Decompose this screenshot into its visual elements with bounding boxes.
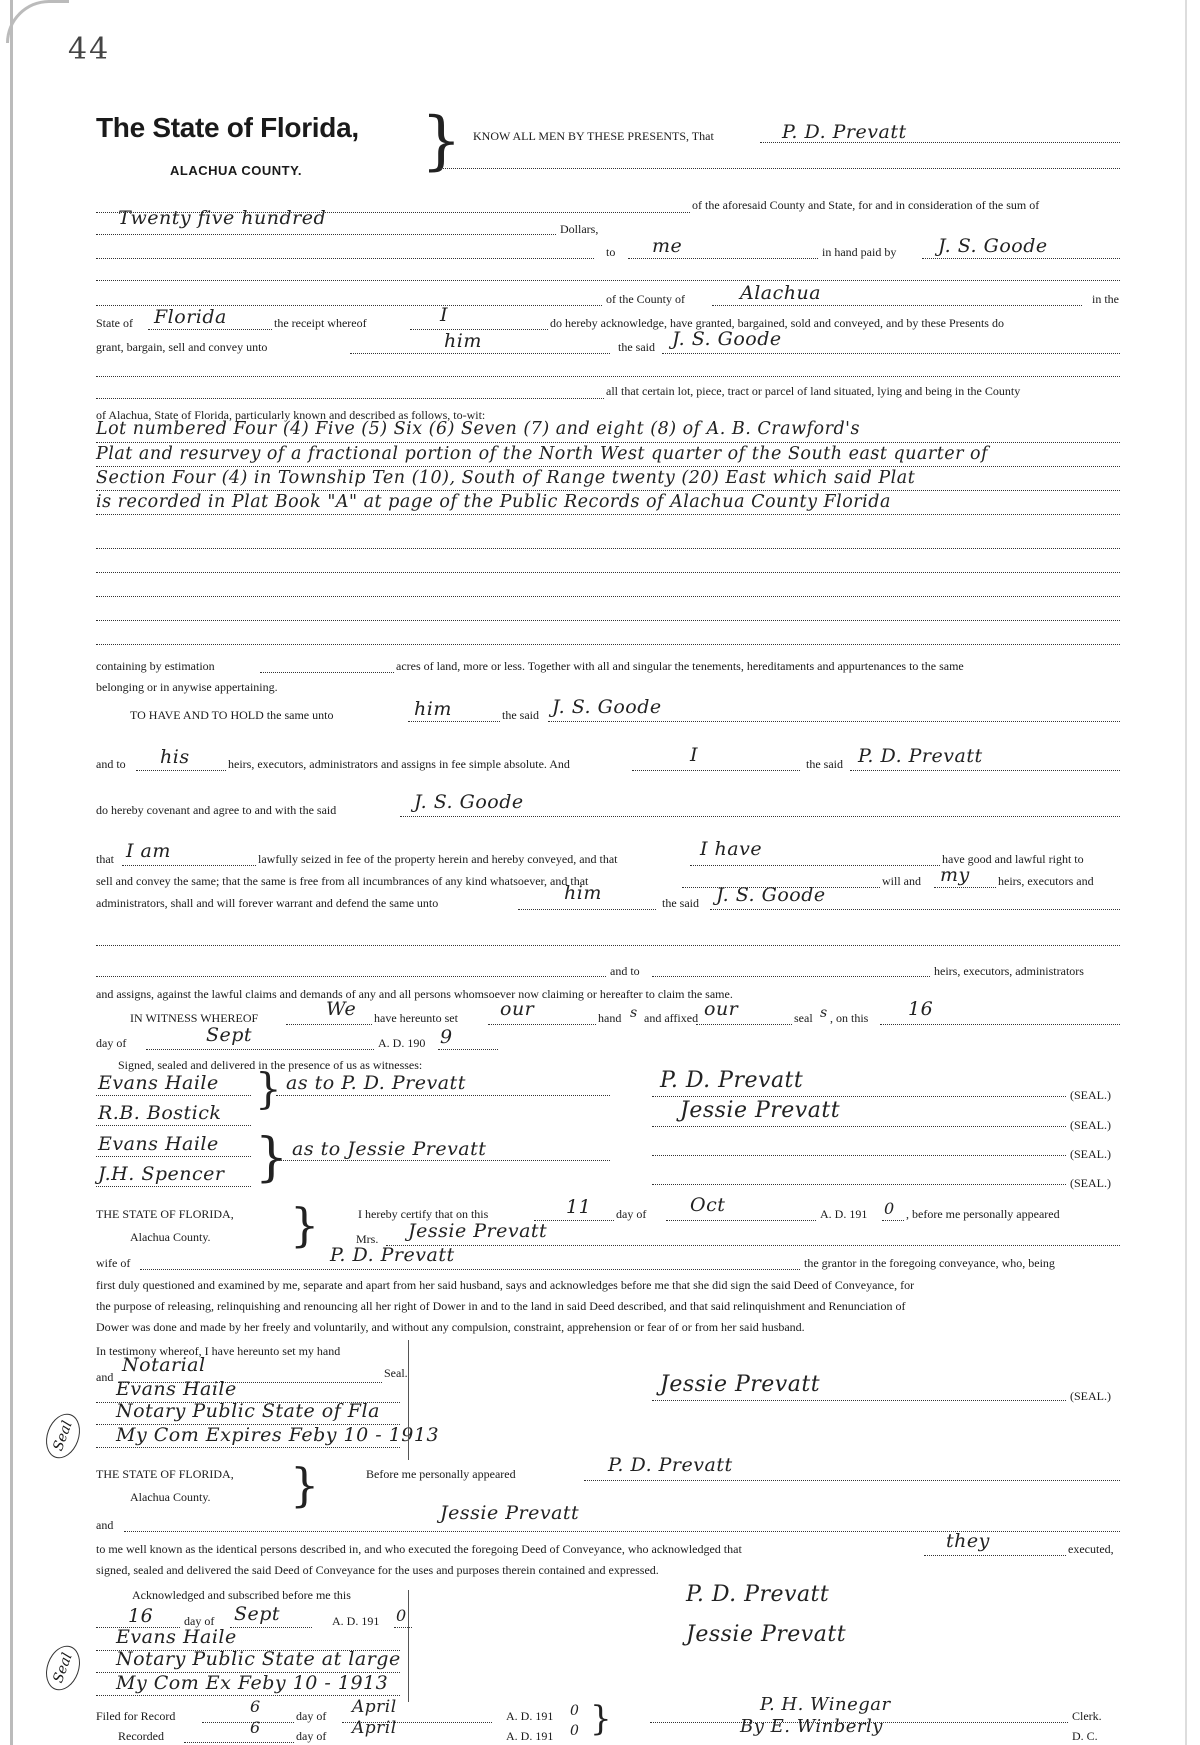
- rule: [652, 1184, 1066, 1185]
- body-text: , on this: [830, 1011, 869, 1025]
- notary-line-handwritten: Evans Haile: [116, 1626, 237, 1648]
- filing-label: Recorded: [118, 1729, 164, 1743]
- notary-line-handwritten: My Com Ex Feby 10 - 1913: [116, 1672, 389, 1694]
- rule: [202, 1722, 294, 1723]
- body-text: and to: [96, 757, 126, 771]
- body-text: the said: [618, 340, 655, 354]
- rule: [96, 620, 1120, 621]
- rule: [880, 1024, 1120, 1025]
- legal-description-line: Plat and resurvey of a fractional portion of the North West quarter of the South east quarter of: [96, 444, 989, 464]
- ack-state-heading: THE STATE OF FLORIDA,: [96, 1207, 234, 1221]
- ack2-month-handwritten: Sept: [234, 1603, 281, 1625]
- and-to-handwritten: his: [160, 746, 190, 768]
- body-text: and assigns, against the lawful claims and demands of any and all persons whomsoever now claiming or hereafter to claim the same.: [96, 987, 733, 1001]
- rule: [96, 1095, 251, 1096]
- ack-county-heading: Alachua County.: [130, 1230, 211, 1244]
- seal-label: (SEAL.): [1070, 1389, 1111, 1403]
- body-text: heirs, executors, administrators and assigns in fee simple absolute. And: [228, 757, 570, 771]
- body-text: wife of: [96, 1256, 131, 1270]
- ack-state-heading: THE STATE OF FLORIDA,: [96, 1467, 234, 1481]
- page-right-edge: [1185, 0, 1187, 1745]
- witness-signature: J.H. Spencer: [98, 1163, 225, 1185]
- rule: [148, 329, 272, 330]
- page-corner-curve: [6, 0, 69, 43]
- body-text: Acknowledged and subscribed before me this: [132, 1588, 351, 1602]
- rule: [96, 945, 1120, 946]
- body-text: the said: [502, 708, 539, 722]
- body-text: , before me personally appeared: [906, 1207, 1060, 1221]
- body-text: signed, sealed and delivered the said Deed of Conveyance for the uses and purposes therein contained and expressed.: [96, 1563, 659, 1577]
- administrators-said-handwritten: J. S. Goode: [716, 884, 826, 906]
- body-text: A. D. 191: [506, 1729, 554, 1743]
- body-text: all that certain lot, piece, tract or parcel of land situated, lying and being in the County: [606, 384, 1021, 398]
- rule: [394, 1627, 412, 1628]
- body-text: Mrs.: [356, 1232, 379, 1246]
- ack2-year-handwritten: 0: [396, 1606, 407, 1625]
- body-text: Signed, sealed and delivered in the presence of us as witnesses:: [118, 1058, 423, 1072]
- rule: [666, 1220, 816, 1221]
- rule: [652, 1126, 1066, 1127]
- rule: [96, 1125, 251, 1126]
- grantor-handwritten: P. D. Prevatt: [782, 121, 907, 143]
- will-and-handwritten: my: [940, 864, 970, 886]
- to-have-said-handwritten: J. S. Goode: [552, 696, 662, 718]
- rule: [652, 976, 930, 977]
- body-text: the grantor in the foregoing conveyance, who, being: [804, 1256, 1055, 1270]
- rule: [662, 353, 1120, 354]
- body-text: day of: [296, 1709, 327, 1723]
- body-text: and affixed: [644, 1011, 699, 1025]
- rule: [140, 1269, 800, 1270]
- body-text: will and: [882, 874, 921, 888]
- rule: [276, 1095, 610, 1096]
- rule: [350, 353, 610, 354]
- body-text: first duly questioned and examined by me, separate and apart from her said husband, says and acknowledges before me that she did sign the said Deed of Conveyance, for: [96, 1278, 915, 1292]
- notary-block-border: [408, 1340, 409, 1460]
- body-text: heirs, executors and: [998, 874, 1094, 888]
- rule: [96, 644, 1120, 645]
- rule: [760, 142, 1120, 143]
- body-text: day of: [96, 1036, 127, 1050]
- body-text: A. D. 190: [378, 1036, 426, 1050]
- body-text: administrators, shall and will forever warrant and defend the same unto: [96, 896, 439, 910]
- body-text: have hereunto set: [374, 1011, 458, 1025]
- rule: [276, 1160, 610, 1161]
- plural-handwritten: s: [630, 1005, 638, 1021]
- body-text: the said: [806, 757, 843, 771]
- grantee-name-handwritten: J. S. Goode: [672, 328, 782, 350]
- body-text: and: [96, 1518, 114, 1532]
- rule: [96, 1447, 400, 1448]
- deputy-clerk-label: D. C.: [1072, 1729, 1098, 1743]
- rule: [96, 1424, 400, 1425]
- witness-signature: Evans Haile: [98, 1072, 219, 1094]
- rule: [652, 1155, 1066, 1156]
- witness-month-handwritten: Sept: [206, 1024, 253, 1046]
- rule: [122, 865, 256, 866]
- rule: [584, 1480, 1120, 1481]
- body-text: of Alachua, State of Florida, particularly known and described as follows, to-wit:: [96, 408, 486, 422]
- witness-brace: }: [255, 1128, 289, 1188]
- rule: [438, 1049, 498, 1050]
- notary-seal-stamp: Seal: [40, 1641, 86, 1695]
- rule: [850, 770, 1120, 771]
- clerk-signature: P. H. Winegar: [760, 1694, 891, 1715]
- and-handwritten: I: [690, 744, 699, 766]
- body-text: the said: [662, 896, 699, 910]
- ack-day-handwritten: 11: [566, 1196, 592, 1218]
- body-text: day of: [184, 1614, 215, 1628]
- legal-description-line: Lot numbered Four (4) Five (5) Six (6) Seven (7) and eight (8) of A. B. Crawford's: [96, 419, 860, 439]
- rule: [882, 1220, 904, 1221]
- seal-label: (SEAL.): [1070, 1118, 1111, 1132]
- witness-brace: }: [255, 1064, 282, 1113]
- body-text: executed,: [1068, 1542, 1114, 1556]
- witness-signature: R.B. Bostick: [98, 1102, 222, 1124]
- covenant-handwritten: J. S. Goode: [414, 791, 524, 813]
- ack2-signature: P. D. Prevatt: [686, 1582, 830, 1607]
- legal-description-line: Section Four (4) in Township Ten (10), South of Range twenty (20) East which said Plat: [96, 468, 916, 488]
- body-text: in hand paid by: [822, 245, 897, 259]
- to-have-handwritten: him: [414, 698, 452, 720]
- body-text: A. D. 191: [506, 1709, 554, 1723]
- page-number: 44: [68, 32, 111, 67]
- body-text: In testimony whereof, I have hereunto set my hand: [96, 1344, 341, 1358]
- ack-month-handwritten: Oct: [690, 1194, 726, 1216]
- rule: [690, 865, 940, 866]
- body-text: sell and convey the same; that the same is free from all incumbrances of any kind whatsoever, and that: [96, 874, 589, 888]
- receipt-handwritten: I: [440, 304, 449, 326]
- grantee-handwritten: him: [444, 330, 482, 352]
- ack-year-handwritten: 0: [884, 1199, 895, 1218]
- body-text: Dollars,: [560, 222, 599, 236]
- witness-signature: Evans Haile: [98, 1133, 219, 1155]
- filing-year-handwritten: 0: [570, 1703, 580, 1719]
- administrators-handwritten: him: [564, 882, 602, 904]
- body-text: day of: [296, 1729, 327, 1743]
- rule: [934, 887, 996, 888]
- rule: [184, 1742, 294, 1743]
- ack-mrs-handwritten: Jessie Prevatt: [408, 1220, 548, 1242]
- body-text: hand: [598, 1011, 622, 1025]
- rule: [230, 1627, 312, 1628]
- ack2-signature: Jessie Prevatt: [686, 1622, 847, 1647]
- as-to-note: as to Jessie Prevatt: [292, 1138, 487, 1160]
- header-brace: }: [421, 104, 462, 178]
- body-text: containing by estimation: [96, 659, 215, 673]
- rule: [96, 258, 594, 259]
- payee-handwritten: me: [652, 235, 683, 257]
- grantor-signature: Jessie Prevatt: [680, 1098, 841, 1123]
- rule: [696, 1024, 792, 1025]
- notary-line-handwritten: Notary Public State of Fla: [116, 1400, 380, 1422]
- ack2-and-handwritten: Jessie Prevatt: [440, 1502, 580, 1524]
- page-title: The State of Florida,: [96, 112, 359, 143]
- witness-handwritten: our: [704, 998, 739, 1020]
- notary-line-handwritten: My Com Expires Feby 10 - 1913: [116, 1424, 440, 1446]
- rule: [96, 234, 556, 235]
- body-text: belonging or in anywise appertaining.: [96, 680, 278, 694]
- rule: [136, 770, 226, 771]
- paid-by-handwritten: J. S. Goode: [938, 235, 1048, 257]
- filing-month-handwritten: April: [352, 1697, 397, 1717]
- body-text: in the: [1092, 292, 1119, 306]
- county-heading: ALACHUA COUNTY.: [170, 163, 302, 178]
- lawfully-handwritten: I have: [700, 838, 763, 860]
- witness-handwritten: our: [500, 998, 535, 1020]
- body-text: A. D. 191: [332, 1614, 380, 1628]
- filing-brace: }: [590, 1699, 612, 1739]
- rule: [96, 398, 604, 399]
- rule: [440, 168, 1120, 169]
- rule: [400, 816, 1120, 817]
- body-text: do hereby covenant and agree to and with the said: [96, 803, 337, 817]
- rule: [386, 1245, 1120, 1246]
- body-text: day of: [616, 1207, 647, 1221]
- body-text: heirs, executors, administrators: [934, 964, 1084, 978]
- notary-line-handwritten: Notary Public State at large: [116, 1648, 401, 1670]
- ack2-appeared-handwritten: P. D. Prevatt: [608, 1454, 733, 1476]
- rule: [260, 672, 394, 673]
- body-text: acres of land, more or less. Together with all and singular the tenements, hereditaments and appurtenances to the same: [396, 659, 964, 673]
- ack-county-heading: Alachua County.: [130, 1490, 211, 1504]
- body-text: TO HAVE AND TO HOLD the same unto: [130, 708, 334, 722]
- body-text: Seal.: [384, 1366, 408, 1380]
- body-text: Before me personally appeared: [366, 1467, 516, 1481]
- witness-day-handwritten: 16: [908, 998, 934, 1020]
- ack-signature: Jessie Prevatt: [660, 1372, 821, 1397]
- ack-brace: }: [290, 1198, 320, 1252]
- rule: [146, 1049, 374, 1050]
- body-text: and to: [610, 964, 640, 978]
- rule: [96, 376, 1120, 377]
- rule: [408, 721, 500, 722]
- clerk-label: Clerk.: [1072, 1709, 1102, 1723]
- page-left-edge: [10, 0, 13, 1745]
- rule: [488, 1024, 596, 1025]
- rule: [548, 721, 1120, 722]
- rule: [628, 258, 818, 259]
- rule: [96, 572, 1120, 573]
- body-text: to me well known as the identical persons described in, and who executed the foregoing Deed of Conveyance, who acknowledged that: [96, 1542, 742, 1556]
- body-text: grant, bargain, sell and convey unto: [96, 340, 268, 354]
- rule: [96, 514, 1120, 515]
- seal-label: (SEAL.): [1070, 1088, 1111, 1102]
- rule: [96, 1402, 400, 1403]
- body-text: of the aforesaid County and State, for and in consideration of the sum of: [692, 198, 1040, 212]
- rule: [710, 909, 1120, 910]
- rule: [922, 258, 1120, 259]
- rule: [518, 909, 656, 910]
- body-text: I hereby certify that on this: [358, 1207, 489, 1221]
- rule: [924, 1555, 1066, 1556]
- rule: [652, 1096, 1066, 1097]
- rule: [712, 305, 1082, 306]
- rule: [96, 1672, 400, 1673]
- body-text: that: [96, 852, 114, 866]
- deputy-clerk-signature: By E. Winberly: [740, 1716, 883, 1737]
- as-to-note: as to P. D. Prevatt: [286, 1072, 466, 1094]
- recorded-month-handwritten: April: [352, 1718, 397, 1738]
- body-text: to: [606, 245, 616, 259]
- seal-label: (SEAL.): [1070, 1147, 1111, 1161]
- ack-wife-of-handwritten: P. D. Prevatt: [330, 1244, 455, 1266]
- notary-block-border: [408, 1590, 409, 1702]
- body-text: Dower was done and made by her freely and voluntarily, and without any compulsion, constraint, apprehension or fear of or from her said husband.: [96, 1320, 805, 1334]
- body-text: seal: [794, 1011, 813, 1025]
- legal-description-line: is recorded in Plat Book "A" at page of the Public Records of Alachua County Florida: [96, 492, 891, 512]
- notarial-handwritten: Notarial: [122, 1354, 206, 1376]
- body-text: A. D. 191: [820, 1207, 868, 1221]
- seal-label: (SEAL.): [1070, 1176, 1111, 1190]
- rule: [286, 1024, 372, 1025]
- body-text: the purpose of releasing, relinquishing and renouncing all her right of Dower in and to the land in said Deed described, and that said relinquishment and Renunciation of: [96, 1299, 906, 1313]
- rule: [96, 1156, 251, 1157]
- know-all-text: KNOW ALL MEN BY THESE PRESENTS, That: [473, 129, 714, 143]
- body-text: lawfully seized in fee of the property herein and hereby conveyed, and that: [258, 852, 618, 866]
- grantor-signature: P. D. Prevatt: [660, 1068, 804, 1093]
- that-handwritten: I am: [126, 840, 171, 862]
- body-text: IN WITNESS WHEREOF: [130, 1011, 259, 1025]
- rule: [96, 548, 1120, 549]
- filing-label: Filed for Record: [96, 1709, 176, 1723]
- rule: [96, 280, 1120, 281]
- rule: [652, 1400, 1066, 1401]
- county-handwritten: Alachua: [740, 282, 822, 304]
- ack2-they-handwritten: they: [946, 1530, 990, 1552]
- rule: [96, 976, 606, 977]
- body-text: the receipt whereof: [274, 316, 367, 330]
- rule: [632, 770, 800, 771]
- sum-handwritten: Twenty five hundred: [118, 207, 327, 229]
- body-text: have good and lawful right to: [942, 852, 1084, 866]
- notary-seal-stamp: Seal: [40, 1409, 86, 1463]
- rule: [96, 1650, 400, 1651]
- recorded-day-handwritten: 6: [250, 1718, 261, 1737]
- body-text: and: [96, 1370, 114, 1384]
- state-handwritten: Florida: [154, 306, 227, 328]
- ack2-day-handwritten: 16: [128, 1605, 154, 1627]
- rule: [96, 1186, 251, 1187]
- filing-day-handwritten: 6: [250, 1697, 261, 1716]
- notary-line-handwritten: Evans Haile: [116, 1378, 237, 1400]
- body-text: do hereby acknowledge, have granted, bargained, sold and conveyed, and by these Presents do: [550, 316, 1004, 330]
- body-text: State of: [96, 316, 133, 330]
- the-said-handwritten: P. D. Prevatt: [858, 745, 983, 767]
- witness-handwritten: We: [326, 998, 357, 1020]
- recorded-year-handwritten: 0: [570, 1723, 580, 1739]
- body-text: of the County of: [606, 292, 685, 306]
- plural-handwritten: s: [820, 1005, 828, 1021]
- witness-year-handwritten: 9: [440, 1026, 453, 1048]
- rule: [96, 596, 1120, 597]
- ack-brace: }: [290, 1458, 320, 1512]
